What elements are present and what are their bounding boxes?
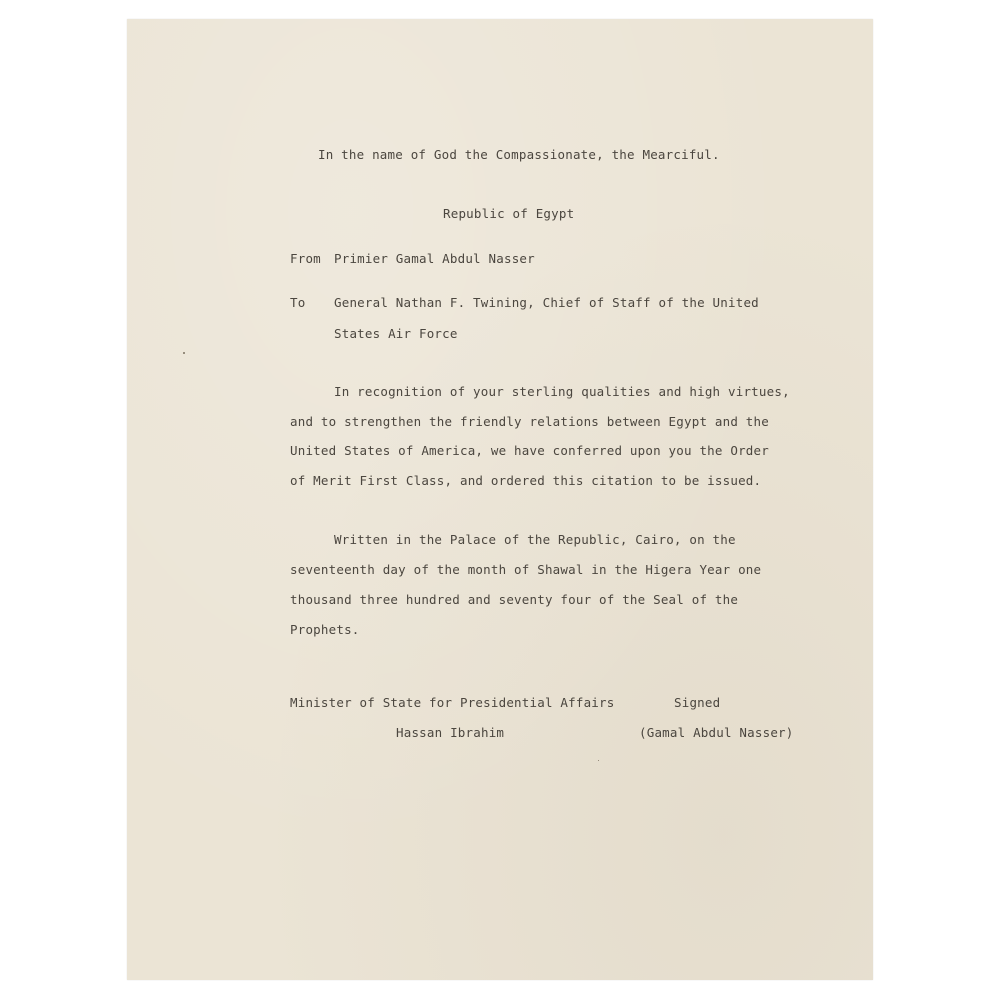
- paragraph-1-line-3: United States of America, we have conferred upon you the Order: [290, 443, 769, 458]
- signed-label: Signed: [674, 695, 721, 710]
- minister-name: Hassan Ibrahim: [396, 725, 505, 740]
- from-label: From: [290, 251, 321, 266]
- paragraph-1-line-2: and to strengthen the friendly relations between Egypt and the: [290, 414, 769, 429]
- paragraph-2-line-3: thousand three hundred and seventy four of the Seal of the: [290, 592, 739, 607]
- from-value: Primier Gamal Abdul Nasser: [334, 251, 535, 266]
- document-heading: Republic of Egypt: [443, 206, 575, 221]
- signatory-name: (Gamal Abdul Nasser): [639, 725, 794, 740]
- to-line-1: General Nathan F. Twining, Chief of Staff of the United: [334, 295, 759, 310]
- paragraph-2-line-1: Written in the Palace of the Republic, Cairo, on the: [334, 532, 736, 547]
- invocation-line: In the name of God the Compassionate, the Mearciful.: [318, 147, 720, 162]
- to-line-2: States Air Force: [334, 326, 458, 341]
- paragraph-2-line-4: Prophets.: [290, 622, 360, 637]
- paragraph-1-line-4: of Merit First Class, and ordered this citation to be issued.: [290, 473, 762, 488]
- paper-speck: [598, 760, 599, 761]
- to-label: To: [290, 295, 306, 310]
- paragraph-1-line-1: In recognition of your sterling qualities and high virtues,: [334, 384, 790, 399]
- document-page: [127, 19, 873, 980]
- paragraph-2-line-2: seventeenth day of the month of Shawal in the Higera Year one: [290, 562, 762, 577]
- paper-speck: [183, 352, 185, 354]
- minister-title: Minister of State for Presidential Affairs: [290, 695, 615, 710]
